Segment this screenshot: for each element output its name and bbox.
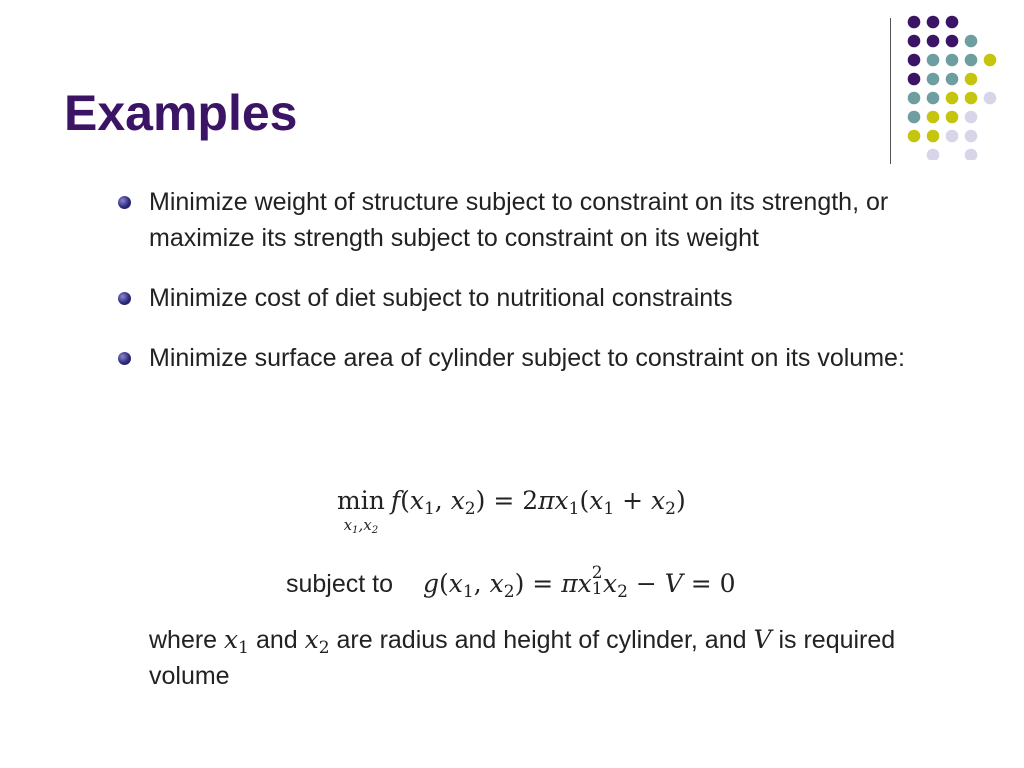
var-x1: $x_1$ — [224, 625, 249, 659]
decorative-dot — [927, 54, 940, 67]
decorative-dot — [927, 16, 940, 29]
where-text-1: where — [149, 626, 218, 654]
decorative-dot — [946, 130, 959, 143]
constraint-expression: $g(x_1$, $x_2) = \pi x$ 2 1 $x_2 - V = 0$ — [423, 563, 736, 603]
decorative-dot — [927, 149, 940, 160]
decorative-dot — [946, 54, 959, 67]
bullet-text: Minimize weight of structure subject to constraint on its strength, or maximize its strength subject to constraint on its weight — [149, 188, 889, 252]
decorative-dot — [908, 92, 921, 105]
bullet-dot-icon — [118, 196, 131, 209]
decorative-dot — [965, 130, 978, 143]
decorative-dot — [908, 73, 921, 86]
bullet-item-cylinder — [118, 340, 918, 376]
where-text-4: is required volume — [149, 626, 896, 690]
bullet-item-diet — [118, 280, 918, 316]
decorative-dot — [984, 54, 997, 67]
decorative-dot — [927, 130, 940, 143]
decorative-dot — [965, 73, 978, 86]
min-operator — [337, 484, 385, 537]
objective-formula — [337, 484, 686, 537]
decorative-dot — [908, 130, 921, 143]
bullet-list — [118, 184, 918, 376]
decorative-dot — [946, 35, 959, 48]
decorative-dot — [908, 111, 921, 124]
decorative-dot — [965, 54, 978, 67]
decorative-dot — [984, 92, 997, 105]
where-text-3: are radius and height of cylinder, and — [336, 626, 747, 654]
min-label: min — [337, 486, 385, 515]
var-v: V — [753, 625, 772, 654]
decorative-dot — [965, 92, 978, 105]
decorative-dot — [927, 111, 940, 124]
bullet-text: Minimize surface area of cylinder subject to constraint on its volume: — [149, 344, 905, 372]
objective-expression: $f(x_1$, $x_2) = 2\pi x_1(x_1 + x_2)$ — [390, 486, 686, 520]
constraint-formula — [286, 563, 736, 603]
decorative-dot — [927, 92, 940, 105]
decorative-dot-grid — [904, 10, 1014, 160]
decorative-dot — [965, 149, 978, 160]
decorative-dot — [927, 35, 940, 48]
decorative-dot — [908, 35, 921, 48]
header-divider — [890, 18, 891, 164]
bullet-dot-icon — [118, 352, 131, 365]
decorative-dot — [946, 16, 959, 29]
decorative-dot — [946, 92, 959, 105]
where-note — [149, 622, 939, 694]
bullet-item-structure — [118, 184, 918, 256]
decorative-dot — [946, 111, 959, 124]
decorative-dot — [965, 111, 978, 124]
decorative-dot — [965, 35, 978, 48]
decorative-dot — [908, 16, 921, 29]
bullet-dot-icon — [118, 292, 131, 305]
decorative-dot — [927, 73, 940, 86]
where-text-2: and — [255, 626, 298, 654]
subject-to-label: subject to — [286, 570, 394, 598]
min-subscript: $x_1,x_2$ — [343, 516, 379, 537]
decorative-dot — [946, 73, 959, 86]
slide-title: Examples — [64, 85, 298, 141]
decorative-dot — [908, 54, 921, 67]
var-x2: $x_2$ — [304, 625, 330, 659]
bullet-text: Minimize cost of diet subject to nutritional constraints — [149, 284, 733, 312]
